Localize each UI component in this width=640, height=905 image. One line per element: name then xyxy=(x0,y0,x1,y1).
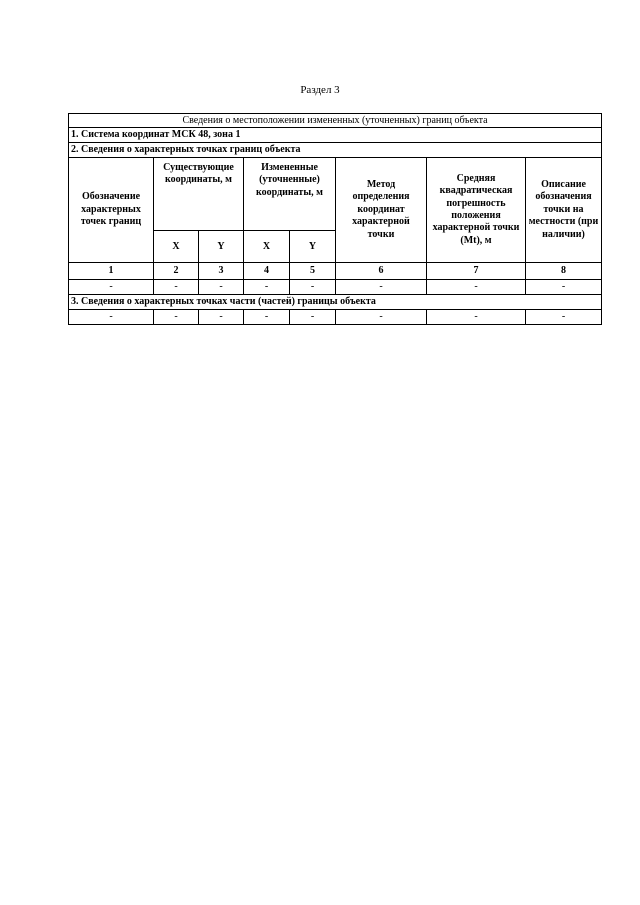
table-cell: - xyxy=(427,310,526,325)
column-number: 1 xyxy=(69,263,154,280)
table-cell: - xyxy=(154,310,199,325)
table-cell: - xyxy=(154,280,199,295)
column-number: 6 xyxy=(336,263,427,280)
column-number: 5 xyxy=(290,263,336,280)
column-number: 8 xyxy=(526,263,602,280)
col-header-error: Средняя квадратическая погрешность положения характерной точки (Mt), м xyxy=(427,158,526,263)
subcol-header-x-existing: X xyxy=(154,231,199,263)
column-number: 3 xyxy=(199,263,244,280)
column-number: 2 xyxy=(154,263,199,280)
table-cell: - xyxy=(526,310,602,325)
subcol-header-y-changed: Y xyxy=(290,231,336,263)
section-title: Раздел 3 xyxy=(300,84,340,96)
table-row xyxy=(69,310,602,325)
table-cell: - xyxy=(69,280,154,295)
table-cell: - xyxy=(244,280,290,295)
column-numbers-row xyxy=(69,263,602,280)
table-cell: - xyxy=(290,310,336,325)
col-header-existing-coords: Существующие координаты, м xyxy=(154,158,244,231)
subcol-header-x-changed: X xyxy=(244,231,290,263)
coord-system-row: 1. Система координат МСК 48, зона 1 xyxy=(69,128,602,143)
table-cell: - xyxy=(199,280,244,295)
table-cell: - xyxy=(427,280,526,295)
table-cell: - xyxy=(290,280,336,295)
table-cell: - xyxy=(336,280,427,295)
subcol-header-y-existing: Y xyxy=(199,231,244,263)
col-header-method: Метод определения координат характерной точки xyxy=(336,158,427,263)
points-header-row: 2. Сведения о характерных точках границ объекта xyxy=(69,143,602,158)
table-cell: - xyxy=(199,310,244,325)
col-header-changed-coords: Измененные (уточненные) координаты, м xyxy=(244,158,336,231)
table-cell: - xyxy=(336,310,427,325)
table-row xyxy=(69,280,602,295)
column-number: 4 xyxy=(244,263,290,280)
col-header-point-designation: Обозначение характерных точек границ xyxy=(69,158,154,263)
table-cell: - xyxy=(526,280,602,295)
table-title: Сведения о местоположении измененных (уточненных) границ объекта xyxy=(69,114,602,128)
col-header-description: Описание обозначения точки на местности (при наличии) xyxy=(526,158,602,263)
boundary-table xyxy=(68,113,602,325)
part-header-row: 3. Сведения о характерных точках части (частей) границы объекта xyxy=(69,295,602,310)
table-cell: - xyxy=(69,310,154,325)
column-number: 7 xyxy=(427,263,526,280)
table-cell: - xyxy=(244,310,290,325)
